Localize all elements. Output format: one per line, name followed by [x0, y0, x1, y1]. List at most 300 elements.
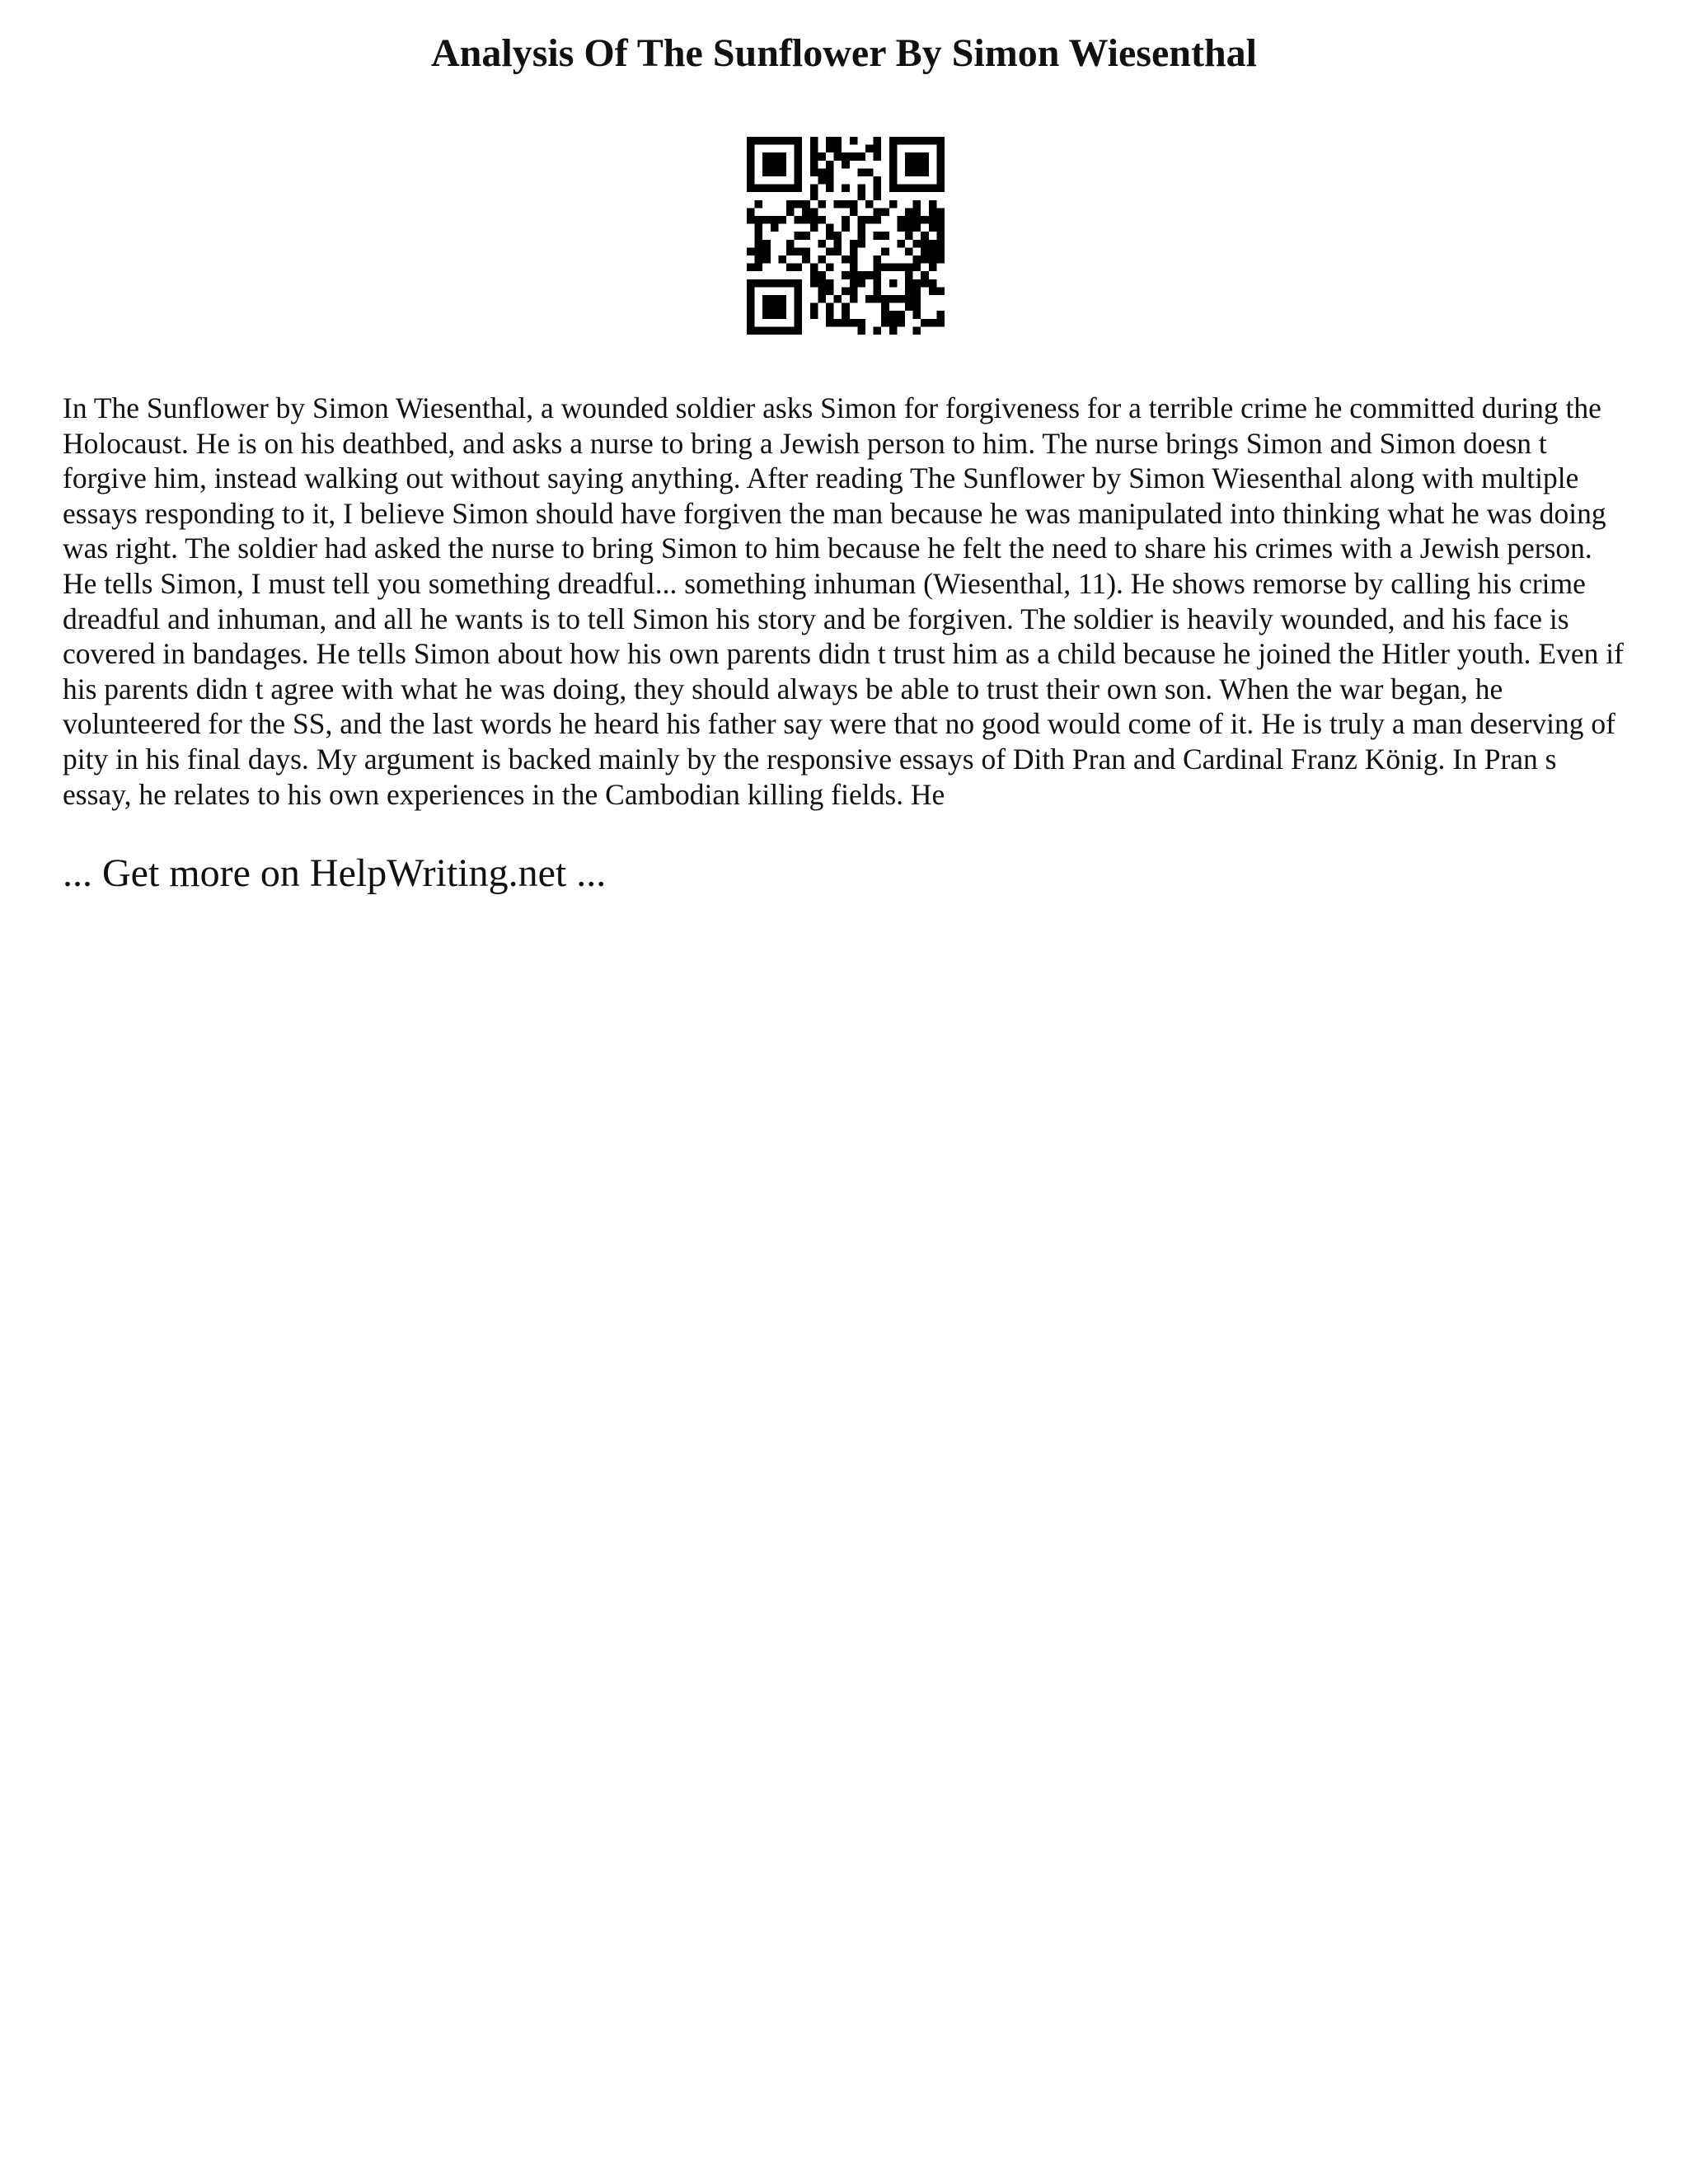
qr-module — [762, 152, 771, 161]
qr-module — [755, 137, 763, 145]
qr-module — [826, 224, 834, 232]
qr-module — [778, 326, 786, 335]
qr-module — [913, 208, 921, 216]
qr-module — [762, 295, 771, 303]
qr-module — [810, 216, 818, 224]
qr-module — [755, 247, 763, 255]
qr-module — [771, 224, 779, 232]
qr-module — [842, 224, 850, 232]
qr-module — [889, 152, 898, 161]
qr-module — [795, 264, 803, 272]
qr-module — [905, 208, 913, 216]
qr-module — [874, 152, 882, 161]
qr-module — [747, 264, 755, 272]
qr-module — [762, 168, 771, 176]
qr-module — [755, 224, 763, 232]
qr-module — [913, 303, 921, 312]
qr-module — [826, 264, 834, 272]
qr-module — [881, 303, 889, 312]
qr-module — [762, 161, 771, 169]
qr-module — [826, 161, 834, 169]
qr-module — [929, 208, 937, 216]
qr-module — [857, 168, 865, 176]
qr-module — [921, 216, 929, 224]
qr-module — [889, 264, 898, 272]
qr-module — [747, 287, 755, 295]
qr-module — [889, 311, 898, 319]
qr-module — [857, 192, 865, 200]
qr-code-icon[interactable] — [747, 137, 945, 335]
qr-module — [778, 168, 786, 176]
qr-module — [771, 168, 779, 176]
qr-module — [818, 168, 826, 176]
qr-module — [786, 240, 795, 248]
qr-module — [842, 185, 850, 193]
qr-module — [850, 264, 858, 272]
qr-module — [881, 232, 889, 240]
qr-module — [762, 137, 771, 145]
qr-module — [818, 287, 826, 295]
qr-module — [771, 152, 779, 161]
qr-module — [826, 319, 834, 327]
qr-module — [929, 279, 937, 288]
qr-module — [842, 152, 850, 161]
qr-module — [834, 295, 842, 303]
qr-module — [913, 216, 921, 224]
qr-module — [857, 152, 865, 161]
qr-module — [786, 208, 795, 216]
qr-module — [850, 152, 858, 161]
qr-module — [874, 232, 882, 240]
qr-module — [874, 295, 882, 303]
qr-module — [850, 137, 858, 145]
qr-module — [834, 137, 842, 145]
qr-module — [936, 176, 945, 185]
qr-module — [771, 295, 779, 303]
qr-module — [905, 232, 913, 240]
qr-module — [857, 319, 865, 327]
qr-module — [778, 152, 786, 161]
qr-module — [810, 145, 818, 153]
qr-module — [755, 232, 763, 240]
qr-module — [810, 279, 818, 288]
qr-module — [889, 168, 898, 176]
qr-module — [842, 271, 850, 279]
qr-module — [810, 311, 818, 319]
qr-module — [818, 255, 826, 264]
qr-module — [913, 279, 921, 288]
qr-module — [795, 176, 803, 185]
qr-module — [747, 247, 755, 255]
qr-module — [802, 200, 810, 209]
qr-module — [786, 279, 795, 288]
qr-module — [826, 176, 834, 185]
qr-module — [889, 326, 898, 335]
qr-module — [874, 176, 882, 185]
qr-module — [747, 161, 755, 169]
qr-module — [755, 326, 763, 335]
qr-module — [810, 137, 818, 145]
qr-module — [913, 200, 921, 209]
qr-module — [778, 303, 786, 312]
qr-module — [795, 185, 803, 193]
qr-module — [921, 168, 929, 176]
qr-module — [865, 168, 874, 176]
qr-module — [795, 319, 803, 327]
qr-module — [795, 216, 803, 224]
qr-module — [795, 200, 803, 209]
qr-module — [786, 247, 795, 255]
qr-module — [786, 326, 795, 335]
qr-module — [810, 271, 818, 279]
qr-module — [778, 311, 786, 319]
qr-module — [929, 247, 937, 255]
qr-module — [913, 255, 921, 264]
qr-module — [905, 152, 913, 161]
qr-module — [929, 224, 937, 232]
qr-module — [778, 137, 786, 145]
qr-module — [826, 232, 834, 240]
qr-module — [913, 161, 921, 169]
qr-module — [936, 161, 945, 169]
qr-module — [936, 311, 945, 319]
qr-module — [778, 295, 786, 303]
qr-module — [889, 137, 898, 145]
qr-module — [897, 295, 905, 303]
qr-module — [905, 247, 913, 255]
qr-module — [874, 208, 882, 216]
qr-module — [865, 271, 874, 279]
qr-module — [795, 303, 803, 312]
qr-module — [929, 185, 937, 193]
qr-module — [795, 152, 803, 161]
qr-module — [905, 161, 913, 169]
get-more-link[interactable]: ... Get more on HelpWriting.net ... — [63, 851, 607, 895]
qr-module — [905, 303, 913, 312]
qr-module — [802, 232, 810, 240]
qr-module — [913, 326, 921, 335]
qr-module — [755, 255, 763, 264]
qr-module — [795, 247, 803, 255]
qr-module — [850, 247, 858, 255]
qr-module — [795, 161, 803, 169]
qr-module — [936, 168, 945, 176]
qr-module — [747, 152, 755, 161]
qr-module — [857, 185, 865, 193]
qr-module — [762, 247, 771, 255]
qr-module — [850, 255, 858, 264]
qr-module — [850, 240, 858, 248]
qr-module — [795, 168, 803, 176]
qr-module — [778, 185, 786, 193]
qr-module — [905, 168, 913, 176]
qr-module — [810, 192, 818, 200]
qr-module — [913, 185, 921, 193]
qr-module — [826, 145, 834, 153]
qr-module — [929, 287, 937, 295]
qr-module — [802, 216, 810, 224]
qr-module — [929, 216, 937, 224]
qr-module — [834, 232, 842, 240]
qr-module — [857, 271, 865, 279]
qr-module — [802, 208, 810, 216]
qr-module — [921, 185, 929, 193]
essay-paragraph: In The Sunflower by Simon Wiesenthal, a wounded soldier asks Simon for forgiveness for a terrible crime he committed during the Holocaust. He is on his deathbed, and asks a nurse to bring a Jewish person to him. The nurse brings Simon and Simon doesn t forgive him, instead walking out without saying anything. After reading The Sunflower by Simon Wiesenthal along with multiple essays responding to it, I believe Simon should have forgiven the man because he was manipulated into thinking what he was doing was right. The soldier had asked the nurse to bring Simon to him because he felt the need to share his crimes with a Jewish person. He tells Simon, I must tell you something dreadful... something inhuman (Wiesenthal, 11). He shows remorse by calling his crime dreadful and inhuman, and all he wants is to tell Simon his story and be forgiven. The soldier is heavily wounded, and his face is covered in bandages. He tells Simon about how his own parents didn t trust him as a child because he joined the Hitler youth. Even if his parents didn t agree with what he was doing, they should always be able to trust their own son. When the war began, he volunteered for the SS, and the last words he heard his father say were that no good would come of it. He is truly a man deserving of pity in his final days. My argument is backed mainly by the responsive essays of Dith Pran and Cardinal Franz König. In Pran s essay, he relates to his own experiences in the Cambodian killing fields. He — [63, 391, 1624, 811]
qr-module — [850, 295, 858, 303]
qr-module — [936, 185, 945, 193]
qr-module — [905, 224, 913, 232]
qr-module — [795, 311, 803, 319]
qr-module — [913, 224, 921, 232]
qr-module — [905, 137, 913, 145]
qr-module — [936, 208, 945, 216]
qr-module — [936, 152, 945, 161]
qr-module — [850, 271, 858, 279]
qr-module — [762, 255, 771, 264]
qr-module — [921, 247, 929, 255]
qr-module — [795, 232, 803, 240]
qr-module — [913, 311, 921, 319]
qr-module — [889, 161, 898, 169]
qr-module — [842, 216, 850, 224]
qr-module — [826, 303, 834, 312]
qr-module — [874, 287, 882, 295]
qr-module — [842, 200, 850, 209]
qr-module — [865, 200, 874, 209]
qr-module — [865, 145, 874, 153]
qr-module — [889, 200, 898, 209]
qr-module — [921, 255, 929, 264]
qr-module — [905, 216, 913, 224]
qr-module — [850, 208, 858, 216]
qr-module — [897, 264, 905, 272]
qr-module — [850, 279, 858, 288]
qr-module — [889, 176, 898, 185]
qr-module — [747, 295, 755, 303]
qr-module — [810, 168, 818, 176]
qr-module — [857, 216, 865, 224]
qr-module — [921, 232, 929, 240]
qr-module — [802, 255, 810, 264]
qr-module — [810, 185, 818, 193]
qr-module — [818, 240, 826, 248]
qr-module — [897, 137, 905, 145]
qr-module — [857, 224, 865, 232]
qr-module — [826, 168, 834, 176]
qr-module — [747, 303, 755, 312]
qr-module — [826, 137, 834, 145]
qr-module — [874, 326, 882, 335]
qr-module — [747, 208, 755, 216]
qr-module — [834, 240, 842, 248]
qr-module — [921, 152, 929, 161]
qr-module — [747, 137, 755, 145]
qr-module — [905, 295, 913, 303]
qr-module — [889, 145, 898, 153]
qr-module — [905, 279, 913, 288]
qr-module — [786, 185, 795, 193]
qr-module — [747, 319, 755, 327]
qr-module — [834, 152, 842, 161]
qr-module — [936, 145, 945, 153]
qr-module — [897, 185, 905, 193]
qr-module — [842, 255, 850, 264]
qr-module — [786, 200, 795, 209]
qr-module — [826, 311, 834, 319]
qr-module — [786, 264, 795, 272]
qr-module — [834, 319, 842, 327]
qr-module — [778, 255, 786, 264]
qr-module — [874, 192, 882, 200]
qr-module — [755, 264, 763, 272]
qr-module — [755, 200, 763, 209]
qr-module — [850, 200, 858, 209]
qr-module — [762, 279, 771, 288]
qr-module — [755, 240, 763, 248]
qr-module — [857, 232, 865, 240]
qr-module — [795, 326, 803, 335]
qr-module — [921, 319, 929, 327]
qr-module — [802, 247, 810, 255]
qr-module — [936, 247, 945, 255]
qr-module — [897, 311, 905, 319]
qr-module — [929, 240, 937, 248]
qr-module — [818, 271, 826, 279]
qr-module — [826, 287, 834, 295]
qr-module — [881, 264, 889, 272]
qr-module — [881, 247, 889, 255]
qr-module — [921, 240, 929, 248]
qr-module — [897, 224, 905, 232]
qr-module — [786, 137, 795, 145]
qr-module — [921, 161, 929, 169]
qr-module — [874, 279, 882, 288]
qr-module — [929, 264, 937, 272]
qr-module — [921, 271, 929, 279]
qr-module — [874, 271, 882, 279]
qr-module — [747, 279, 755, 288]
qr-module — [778, 216, 786, 224]
qr-module — [913, 295, 921, 303]
qr-module — [874, 264, 882, 272]
qr-module — [913, 240, 921, 248]
qr-module — [889, 319, 898, 327]
qr-module — [842, 311, 850, 319]
qr-module — [747, 185, 755, 193]
qr-module — [850, 287, 858, 295]
qr-module — [771, 326, 779, 335]
qr-module — [889, 185, 898, 193]
qr-module — [881, 319, 889, 327]
qr-module — [771, 137, 779, 145]
qr-module — [865, 295, 874, 303]
qr-module — [826, 279, 834, 288]
qr-module — [818, 152, 826, 161]
qr-module — [810, 303, 818, 312]
qr-module — [795, 145, 803, 153]
qr-module — [936, 255, 945, 264]
qr-module — [850, 319, 858, 327]
qr-module — [747, 216, 755, 224]
qr-module — [905, 185, 913, 193]
qr-module — [889, 279, 898, 288]
qr-module — [755, 216, 763, 224]
qr-module — [842, 303, 850, 312]
qr-module — [936, 224, 945, 232]
qr-module — [810, 224, 818, 232]
qr-module — [905, 264, 913, 272]
qr-module — [936, 137, 945, 145]
qr-module — [874, 216, 882, 224]
qr-module — [857, 279, 865, 288]
qr-module — [936, 240, 945, 248]
qr-module — [929, 200, 937, 209]
qr-module — [929, 255, 937, 264]
qr-module — [747, 311, 755, 319]
qr-module — [771, 279, 779, 288]
qr-module — [897, 319, 905, 327]
qr-module — [762, 240, 771, 248]
qr-module — [857, 240, 865, 248]
qr-module — [810, 161, 818, 169]
qr-module — [874, 185, 882, 193]
qr-module — [826, 247, 834, 255]
qr-module — [778, 279, 786, 288]
qr-module — [834, 145, 842, 153]
qr-module — [771, 185, 779, 193]
qr-module — [762, 303, 771, 312]
qr-module — [874, 145, 882, 153]
qr-module — [921, 279, 929, 288]
qr-module — [897, 240, 905, 248]
qr-module — [889, 295, 898, 303]
qr-module — [929, 137, 937, 145]
qr-module — [818, 279, 826, 288]
qr-module — [905, 271, 913, 279]
qr-module — [747, 176, 755, 185]
qr-module — [771, 161, 779, 169]
qr-module — [818, 216, 826, 224]
qr-module — [929, 319, 937, 327]
qr-module — [778, 161, 786, 169]
qr-module — [771, 311, 779, 319]
qr-module — [771, 216, 779, 224]
qr-module — [747, 168, 755, 176]
qr-module — [842, 161, 850, 169]
qr-module — [913, 264, 921, 272]
qr-module — [874, 255, 882, 264]
qr-module — [810, 208, 818, 216]
qr-module — [874, 137, 882, 145]
qr-module — [762, 216, 771, 224]
qr-module — [755, 185, 763, 193]
qr-module — [795, 287, 803, 295]
qr-module — [905, 287, 913, 295]
page-title: Analysis Of The Sunflower By Simon Wiesenthal — [431, 31, 1257, 75]
qr-module — [842, 319, 850, 327]
qr-module — [795, 137, 803, 145]
qr-module — [834, 247, 842, 255]
qr-module — [818, 176, 826, 185]
qr-module — [762, 311, 771, 319]
qr-module — [881, 208, 889, 216]
qr-module — [762, 185, 771, 193]
qr-module — [897, 216, 905, 224]
qr-module — [913, 152, 921, 161]
qr-module — [762, 326, 771, 335]
qr-module — [881, 295, 889, 303]
qr-module — [818, 200, 826, 209]
